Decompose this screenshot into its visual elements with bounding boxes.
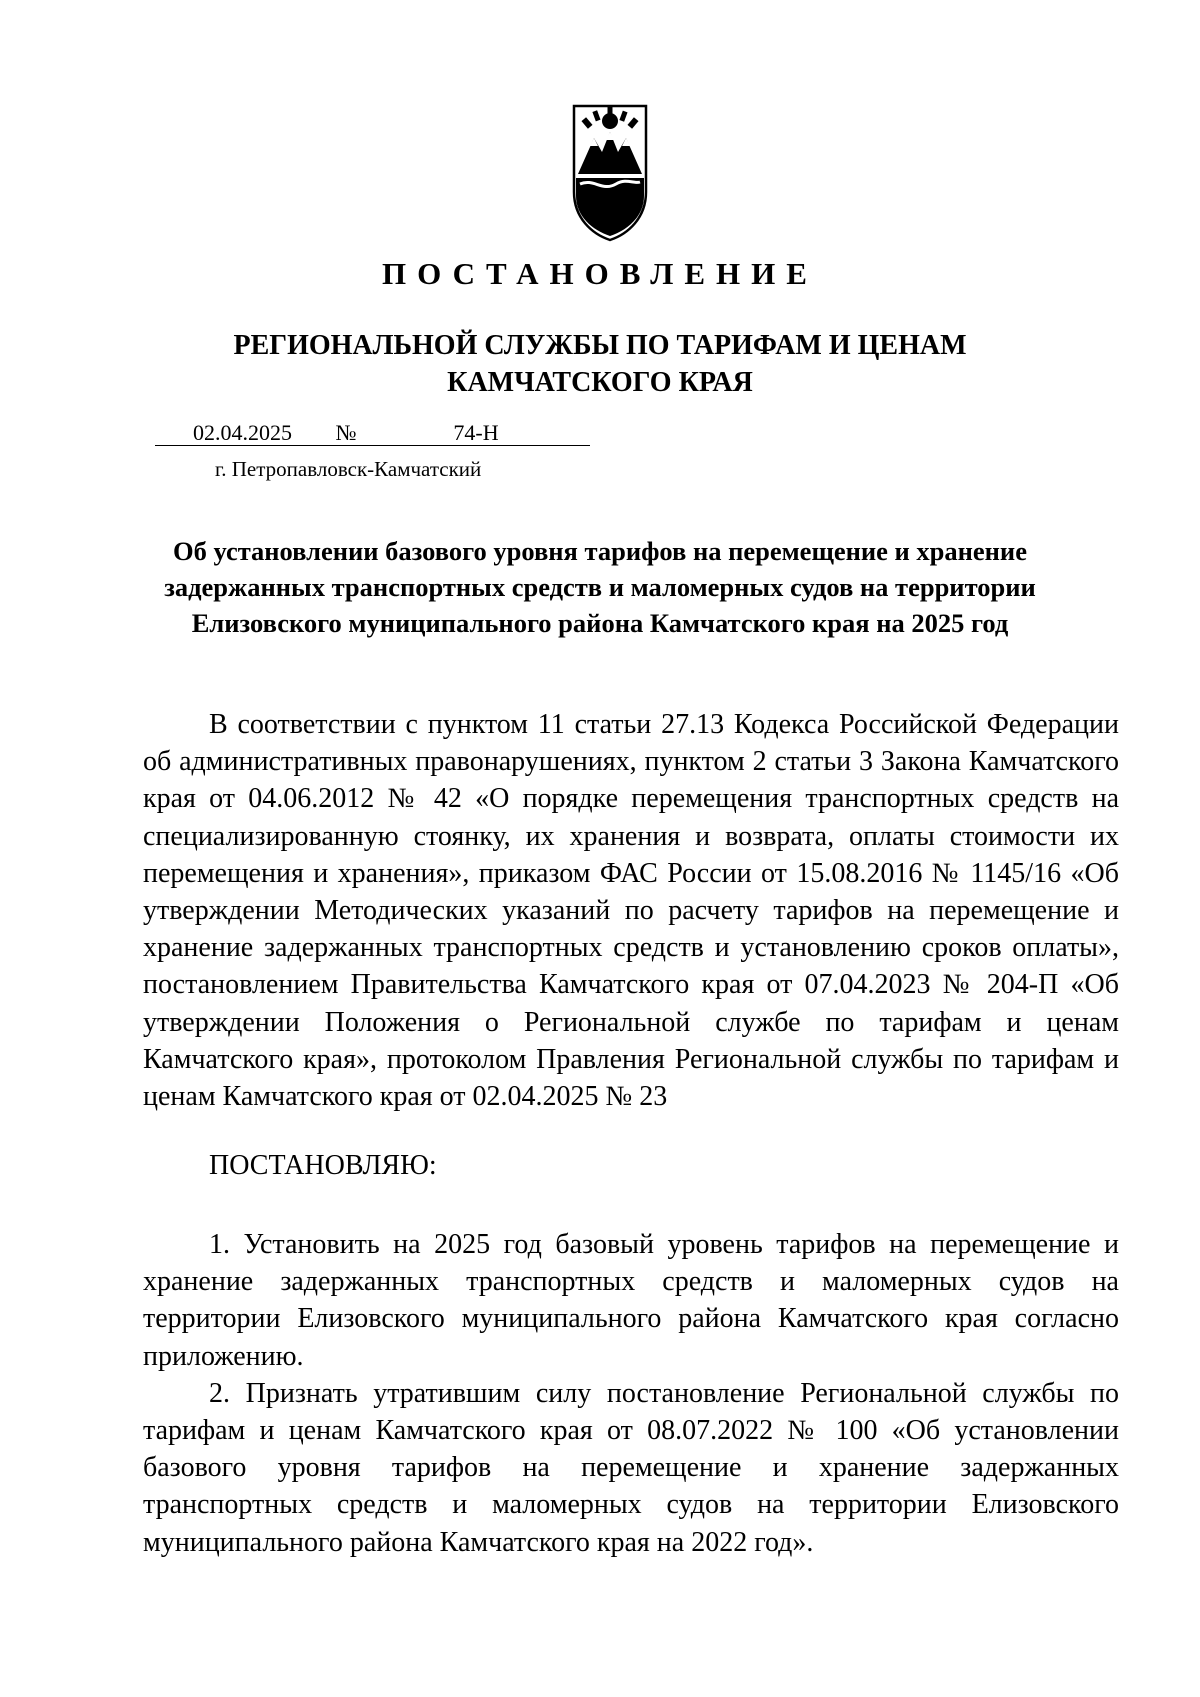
subject-line-3: Елизовского муниципального района Камчатского края на 2025 год	[191, 608, 1009, 638]
resolution-items	[143, 1226, 1119, 1561]
kamchatka-coat-of-arms-icon	[572, 104, 648, 242]
document-number: 74-Н	[362, 419, 590, 446]
issuing-organization	[0, 327, 1200, 401]
preamble-section	[143, 706, 1119, 1115]
document-type-title: ПОСТАНОВЛЕНИЕ	[382, 256, 818, 291]
subject-line-1: Об установлении базового уровня тарифов на перемещение и хранение	[173, 536, 1027, 566]
document-subject	[150, 533, 1050, 641]
place-of-issue: г. Петропавловск-Камчатский	[215, 457, 482, 481]
document-date: 02.04.2025	[155, 419, 330, 446]
resolution-item-1: 1. Установить на 2025 год базовый уровень тарифов на перемещение и хранение задержанных транспортных средств и маломерных судов на территории Елизовского муниципального района Камчатского края согласно приложению.	[143, 1229, 1119, 1372]
subject-line-2: задержанных транспортных средств и маломерных судов на территории	[164, 572, 1036, 602]
resolution-item-2: 2. Признать утратившим силу постановление Региональной службы по тарифам и ценам Камчатского края от 08.07.2022 № 100 «Об установлении базового уровня тарифов на перемещение и хранение задержанных транспортных средств и маломерных судов на территории Елизовского муниципального района Камчатского края на 2022 год».	[143, 1377, 1119, 1558]
number-sign: №	[330, 419, 362, 446]
decree-word: ПОСТАНОВЛЯЮ:	[209, 1150, 437, 1181]
organization-line-1: РЕГИОНАЛЬНОЙ СЛУЖБЫ ПО ТАРИФАМ И ЦЕНАМ	[233, 330, 967, 361]
preamble-paragraph: В соответствии с пунктом 11 статьи 27.13 Кодекса Российской Федерации об административных правонарушениях, пунктом 2 статьи 3 Закона Камчатского края от 04.06.2012 № 42 «О порядке перемещения транспортных средств на специализированную стоянку, их хранения и возврата, оплаты стоимости их перемещения и хранения», приказом ФАС России от 15.08.2016 № 1145/16 «Об утверждении Методических указаний по расчету тарифов на перемещение и хранение задержанных транспортных средств и установлению сроков оплаты», постановлением Правительства Камчатского края от 07.04.2023 № 204-П «Об утверждении Положения о Региональной службе по тарифам и ценам Камчатского края», протоколом Правления Региональной службы по тарифам и ценам Камчатского края от 02.04.2025 № 23	[143, 709, 1119, 1113]
date-number-line	[155, 418, 590, 448]
organization-line-2: КАМЧАТСКОГО КРАЯ	[447, 367, 753, 398]
